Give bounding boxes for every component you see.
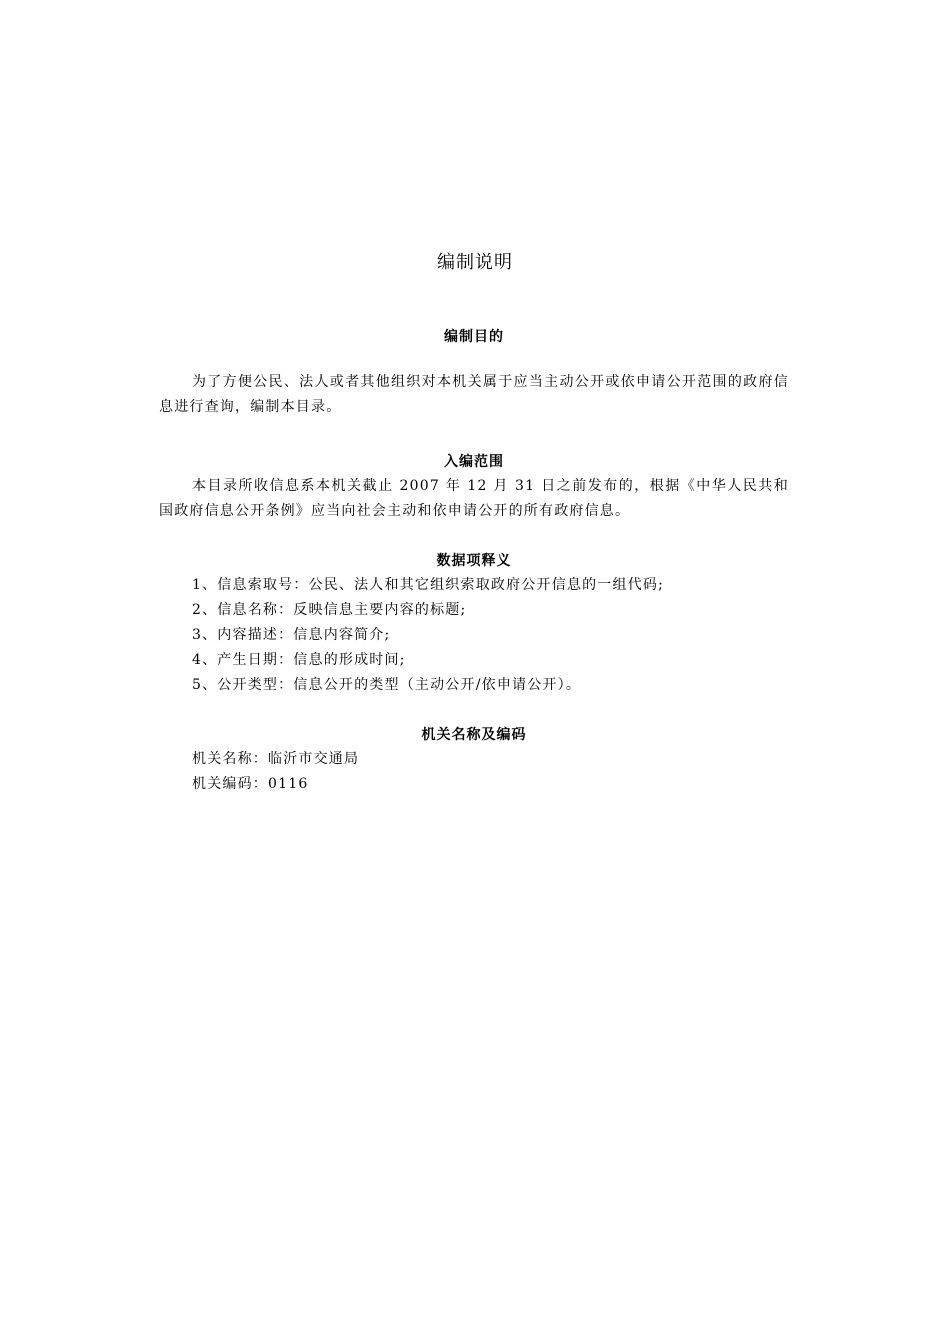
section-purpose (159, 327, 789, 420)
section-heading-scope: 入编范围 (444, 454, 504, 470)
section-scope (159, 452, 789, 524)
list-item: 1、信息索取号：公民、法人和其它组织索取政府公开信息的一组代码; (192, 577, 665, 593)
section-organization (159, 725, 789, 797)
section-heading-fields: 数据项释义 (436, 553, 512, 569)
organization-name: 机关名称：临沂市交通局 (192, 751, 360, 767)
section-heading-purpose: 编制目的 (444, 329, 504, 345)
list-item: 3、内容描述：信息内容简介; (192, 627, 391, 643)
list-item: 4、产生日期：信息的形成时间; (192, 652, 406, 668)
scope-paragraph: 本目录所收信息系本机关截止 2007 年 12 月 31 日之前发布的，根据《中华人民共和国政府信息公开条例》应当向社会主动和依申请公开的所有政府信息。 (159, 478, 789, 519)
section-field-definitions (159, 551, 789, 698)
organization-code: 机关编码：0116 (192, 776, 309, 792)
list-item: 2、信息名称：反映信息主要内容的标题; (192, 602, 467, 618)
organization-info (159, 747, 789, 797)
section-heading-organization: 机关名称及编码 (421, 727, 527, 743)
field-definition-list (159, 573, 789, 698)
list-item: 5、公开类型：信息公开的类型（主动公开/依申请公开）。 (192, 677, 582, 693)
purpose-paragraph: 为了方便公民、法人或者其他组织对本机关属于应当主动公开或依申请公开范围的政府信息进行查询，编制本目录。 (159, 374, 789, 415)
document-title: 编制说明 (437, 252, 513, 273)
